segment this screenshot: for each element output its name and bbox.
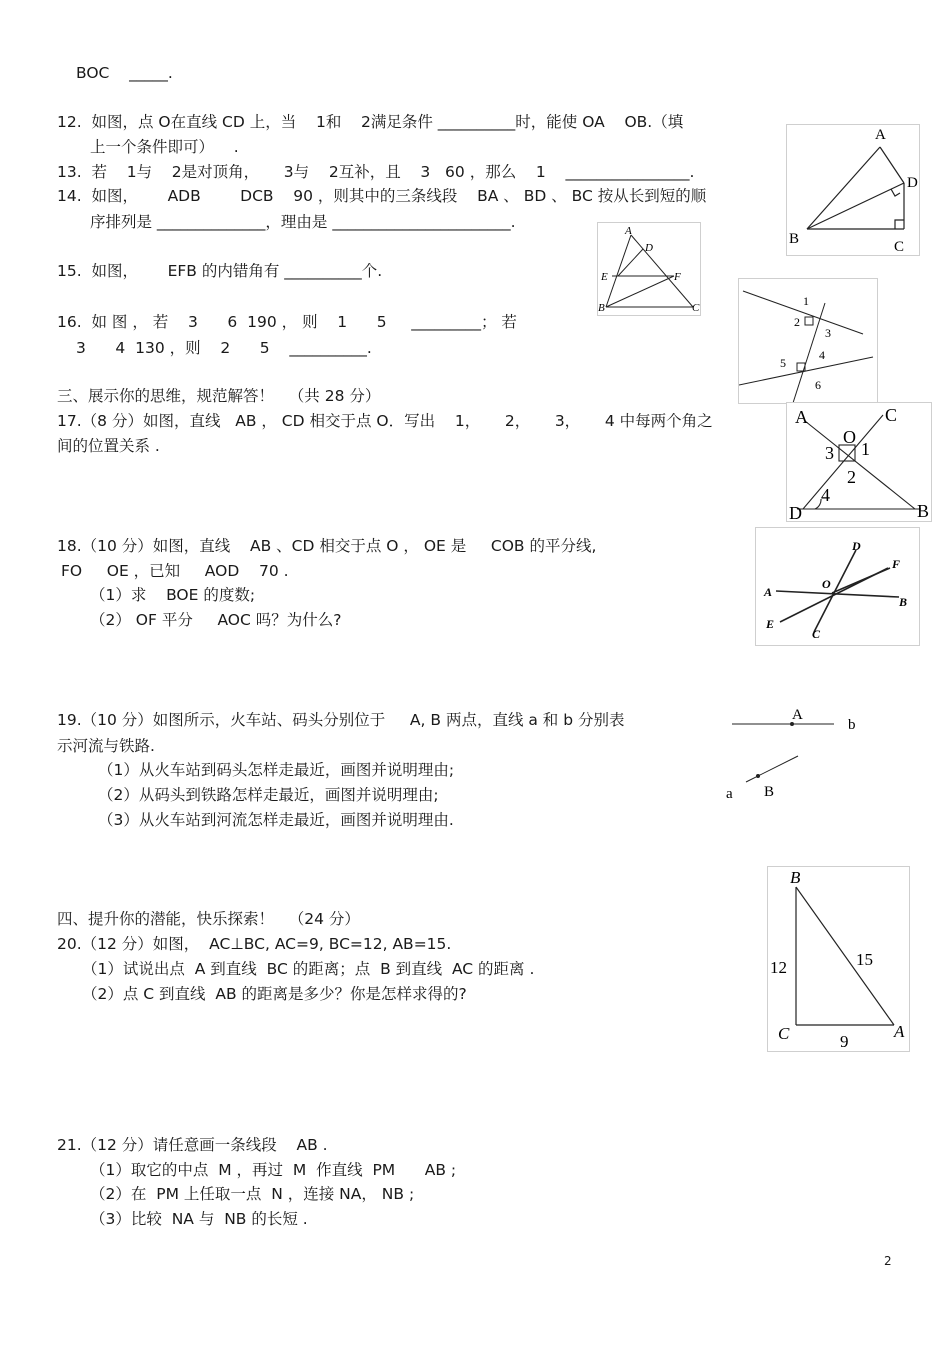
label-F: F — [892, 557, 901, 571]
label-D: D — [645, 242, 653, 254]
label-E: E — [766, 617, 775, 631]
q19-line2: 示河流与铁路. — [57, 737, 155, 755]
label-C: C — [812, 627, 821, 641]
q21-line1: 21.（12 分）请任意画一条线段 AB . — [57, 1136, 328, 1154]
label-C: C — [885, 405, 898, 425]
label-2: 2 — [847, 467, 856, 487]
q20-part1: （1）试说出点 A 到直线 BC 的距离；点 B 到直线 AC 的距离 . — [82, 960, 535, 978]
label-A: A — [795, 407, 808, 427]
label-b: b — [848, 717, 856, 733]
q19-line1: 19.（10 分）如图所示，火车站、码头分别位于 A, B 两点，直线 a 和 b 分别表 — [57, 711, 625, 729]
q21-part1: （1）取它的中点 M ，再过 M 作直线 PM AB ; — [90, 1161, 457, 1179]
figure-q12 — [786, 124, 920, 256]
label-D: D — [789, 503, 802, 521]
q18-part2: （2） OF 平分 AOC 吗？为什么? — [90, 611, 342, 629]
label-F: F — [674, 271, 681, 283]
label-2: 2 — [794, 315, 800, 329]
label-C: C — [692, 302, 700, 314]
q14-line1: 14. 如图， ADB DCB 90 ，则其中的三条线段 BA 、 BD 、 BC 按从长到短的顺 — [57, 187, 707, 205]
q19-part3: （3）从火车站到河流怎样走最近，画图并说明理由. — [98, 811, 454, 829]
q12-line1: 12. 如图，点 O在直线 CD 上，当 1和 2满足条件 __________时，能使 OA OB.（填 — [57, 113, 684, 131]
figure-q20 — [767, 866, 910, 1052]
q17-line2: 间的位置关系 . — [57, 437, 160, 455]
q13: 13. 若 1与 2是对顶角， 3与 2互补，且 3 60 ，那么 1 ________________. — [57, 163, 695, 181]
label-6: 6 — [815, 378, 821, 392]
figure-q18 — [755, 527, 920, 646]
label-3: 3 — [825, 326, 831, 340]
q19-part2: （2）从码头到铁路怎样走最近，画图并说明理由; — [98, 786, 439, 804]
q18-line1: 18.（10 分）如图，直线 AB 、CD 相交于点 O ， OE 是 COB 的平分线, — [57, 537, 597, 555]
q21-part2: （2）在 PM 上任取一点 N ，连接 NA， NB ; — [90, 1185, 415, 1203]
label-A: A — [894, 1022, 905, 1041]
q20-line1: 20.（12 分）如图， AC⊥BC, AC=9, BC=12, AB=15. — [57, 935, 452, 953]
label-12: 12 — [770, 958, 787, 977]
q17-line1: 17.（8 分）如图，直线 AB ， CD 相交于点 O．写出 1， 2， 3， 4 中每两个角之 — [57, 412, 713, 430]
label-1: 1 — [861, 439, 870, 459]
section-3-heading: 三、展示你的思维，规范解答！ （共 28 分） — [57, 387, 381, 405]
label-O: O — [843, 427, 856, 447]
q16-line2: 3 4 130 ，则 2 5 __________. — [76, 339, 372, 357]
q14-line2: 序排列是 ______________，理由是 _______________________. — [90, 213, 516, 231]
section-4-heading: 四、提升你的潜能，快乐探索！ （24 分） — [57, 910, 360, 928]
page-number: 2 — [884, 1254, 892, 1268]
figure-q15 — [597, 222, 701, 316]
q21-part3: （3）比较 NA 与 NB 的长短 . — [90, 1210, 308, 1228]
label-B: B — [790, 868, 801, 887]
label-B: B — [789, 231, 800, 247]
q16-line1: 16. 如 图 ， 若 3 6 190 ， 则 1 5 _________； 若 — [57, 313, 517, 331]
label-9: 9 — [840, 1032, 849, 1051]
label-1: 1 — [803, 294, 809, 308]
label-15: 15 — [856, 950, 873, 969]
label-B: B — [917, 501, 930, 521]
label-3: 3 — [825, 443, 834, 463]
label-A: A — [792, 707, 803, 723]
q11-tail: BOC _____. — [76, 64, 173, 82]
label-E: E — [601, 271, 608, 283]
q19-part1: （1）从火车站到码头怎样走最近，画图并说明理由; — [98, 761, 455, 779]
label-A: A — [875, 127, 886, 143]
q20-part2: （2）点 C 到直线 AB 的距离是多少？你是怎样求得的? — [82, 985, 467, 1003]
label-B: B — [764, 784, 775, 800]
q15: 15. 如图， EFB 的内错角有 __________个. — [57, 262, 383, 280]
figure-q19 — [722, 702, 862, 806]
label-B: B — [598, 302, 605, 314]
figure-q16 — [738, 278, 878, 404]
label-5: 5 — [780, 356, 786, 370]
label-A: A — [625, 225, 632, 237]
q18-line2: FO OE ，已知 AOD 70 . — [61, 562, 289, 580]
q12-line2: 上一个条件即可） . — [90, 138, 239, 156]
label-C: C — [778, 1024, 790, 1043]
figure-q17 — [786, 402, 932, 522]
label-A: A — [764, 585, 773, 599]
label-4: 4 — [819, 348, 825, 362]
label-a: a — [726, 786, 733, 802]
label-O: O — [822, 577, 831, 591]
q18-part1: （1）求 BOE 的度数; — [90, 586, 256, 604]
label-D: D — [852, 539, 861, 553]
label-D: D — [907, 175, 918, 191]
label-B: B — [899, 595, 908, 609]
label-4: 4 — [821, 485, 830, 505]
label-C: C — [894, 239, 905, 255]
